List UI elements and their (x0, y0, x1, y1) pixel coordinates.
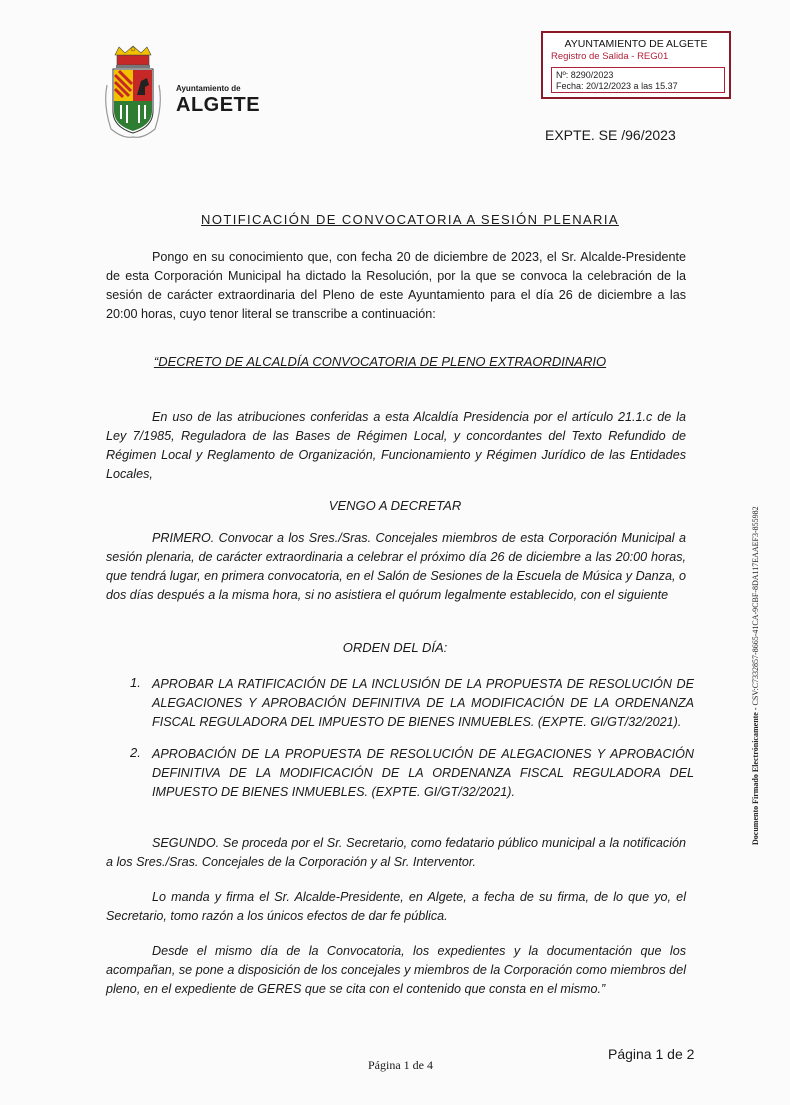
algete-coat-of-arms (103, 45, 163, 140)
lo-manda-paragraph: Lo manda y firma el Sr. Alcalde-Presidente, en Algete, a fecha de su firma, de lo que yo, el Secretario, tomo razón a los únicos efectos de dar fe pública. (106, 890, 686, 923)
agenda-item-number: 1. (130, 675, 141, 690)
page-number-left: Página 1 de 4 (368, 1058, 433, 1072)
stamp-numero: Nº: 8290/2023 (556, 70, 614, 80)
stamp-details (551, 67, 725, 93)
primero-paragraph: PRIMERO. Convocar a los Sres./Sras. Concejales miembros de esta Corporación Municipal a sesión plenaria, de carácter extraordinaria a celebrar el próximo día 26 de diciembre a las 20:00 horas, que tendrá lugar, en primera convocatoria, en el Salón de Sesiones de la Escuela de Música y Danza, o dos días después a la misma hora, si no asistiera el quórum legalmente establecido, con el siguiente (106, 531, 686, 602)
agenda-item: APROBACIÓN DE LA PROPUESTA DE RESOLUCIÓN DE ALEGACIONES Y APROBACIÓN DEFINITIVA DE LA MODIFICACIÓN DE LA ORDENANZA FISCAL REGULADORA DEL IMPUESTO DE BIENES INMUEBLES. (EXPTE. GI/GT/32/2021). (152, 747, 694, 799)
electronic-signature-csv (751, 506, 760, 845)
csv-code: CSV:C7332857-8665-41CA-9CBF-8DA117EAAEF3-855982 (751, 506, 760, 706)
stamp-registro: Registro de Salida - REG01 (551, 51, 669, 62)
document-title: NOTIFICACIÓN DE CONVOCATORIA A SESIÓN PLENARIA (201, 212, 619, 227)
registry-stamp (541, 31, 731, 99)
agenda-item: APROBAR LA RATIFICACIÓN DE LA INCLUSIÓN DE LA PROPUESTA DE RESOLUCIÓN DE ALEGACIONES Y APROBACIÓN DEFINITIVA DE LA MODIFICACIÓN DE LA ORDENANZA FISCAL REGULADORA DEL IMPUESTO DE BIENES INMUEBLES. (EXPTE. GI/GT/32/2021). (152, 677, 694, 729)
signature-label: Documento Firmado Electrónicamente - (751, 705, 760, 845)
logo-small-text: Ayuntamiento de (176, 84, 241, 93)
decree-title: “DECRETO DE ALCALDÍA CONVOCATORIA DE PLENO EXTRAORDINARIO (153, 354, 607, 369)
vengo-a-decretar: VENGO A DECRETAR (328, 498, 462, 513)
desde-paragraph: Desde el mismo día de la Convocatoria, los expedientes y la documentación que los acompañan, se pone a disposición de los concejales y miembros de la Corporación como miembros del pleno, en el expediente de GERES que se cita con el contenido que consta en el mismo.” (106, 944, 686, 996)
orden-del-dia: ORDEN DEL DÍA: (342, 640, 448, 655)
stamp-title: AYUNTAMIENTO DE ALGETE (564, 38, 708, 50)
stamp-fecha: Fecha: 20/12/2023 a las 15.37 (556, 81, 678, 91)
logo-big-text: ALGETE (176, 94, 261, 116)
agenda-item-number: 2. (130, 745, 141, 760)
segundo-paragraph: SEGUNDO. Se proceda por el Sr. Secretario, como fedatario público municipal a la notificación a los Sres./Sras. Concejales de la Corporación y al Sr. Interventor. (106, 836, 686, 869)
intro-paragraph: Pongo en su conocimiento que, con fecha 20 de diciembre de 2023, el Sr. Alcalde-Presidente de esta Corporación Municipal ha dictado la Resolución, por la que se convoca la celebración de la sesión de carácter extraordinaria del Pleno de este Ayuntamiento para el día 26 de diciembre a las 20:00 horas, cuyo tenor literal se transcribe a continuación: (106, 250, 686, 321)
municipality-logo-text (176, 85, 260, 115)
page-number-right: Página 1 de 2 (608, 1046, 695, 1062)
expediente-number: EXPTE. SE /96/2023 (545, 127, 676, 143)
atribuciones-paragraph: En uso de las atribuciones conferidas a esta Alcaldía Presidencia por el artículo 21.1.c de la Ley 7/1985, Reguladora de las Bases de Régimen Local, y concordantes del Texto Refundido de Régimen Local y Reglamento de Organización, Funcionamiento y Régimen Jurídico de las Entidades Locales, (106, 410, 686, 481)
